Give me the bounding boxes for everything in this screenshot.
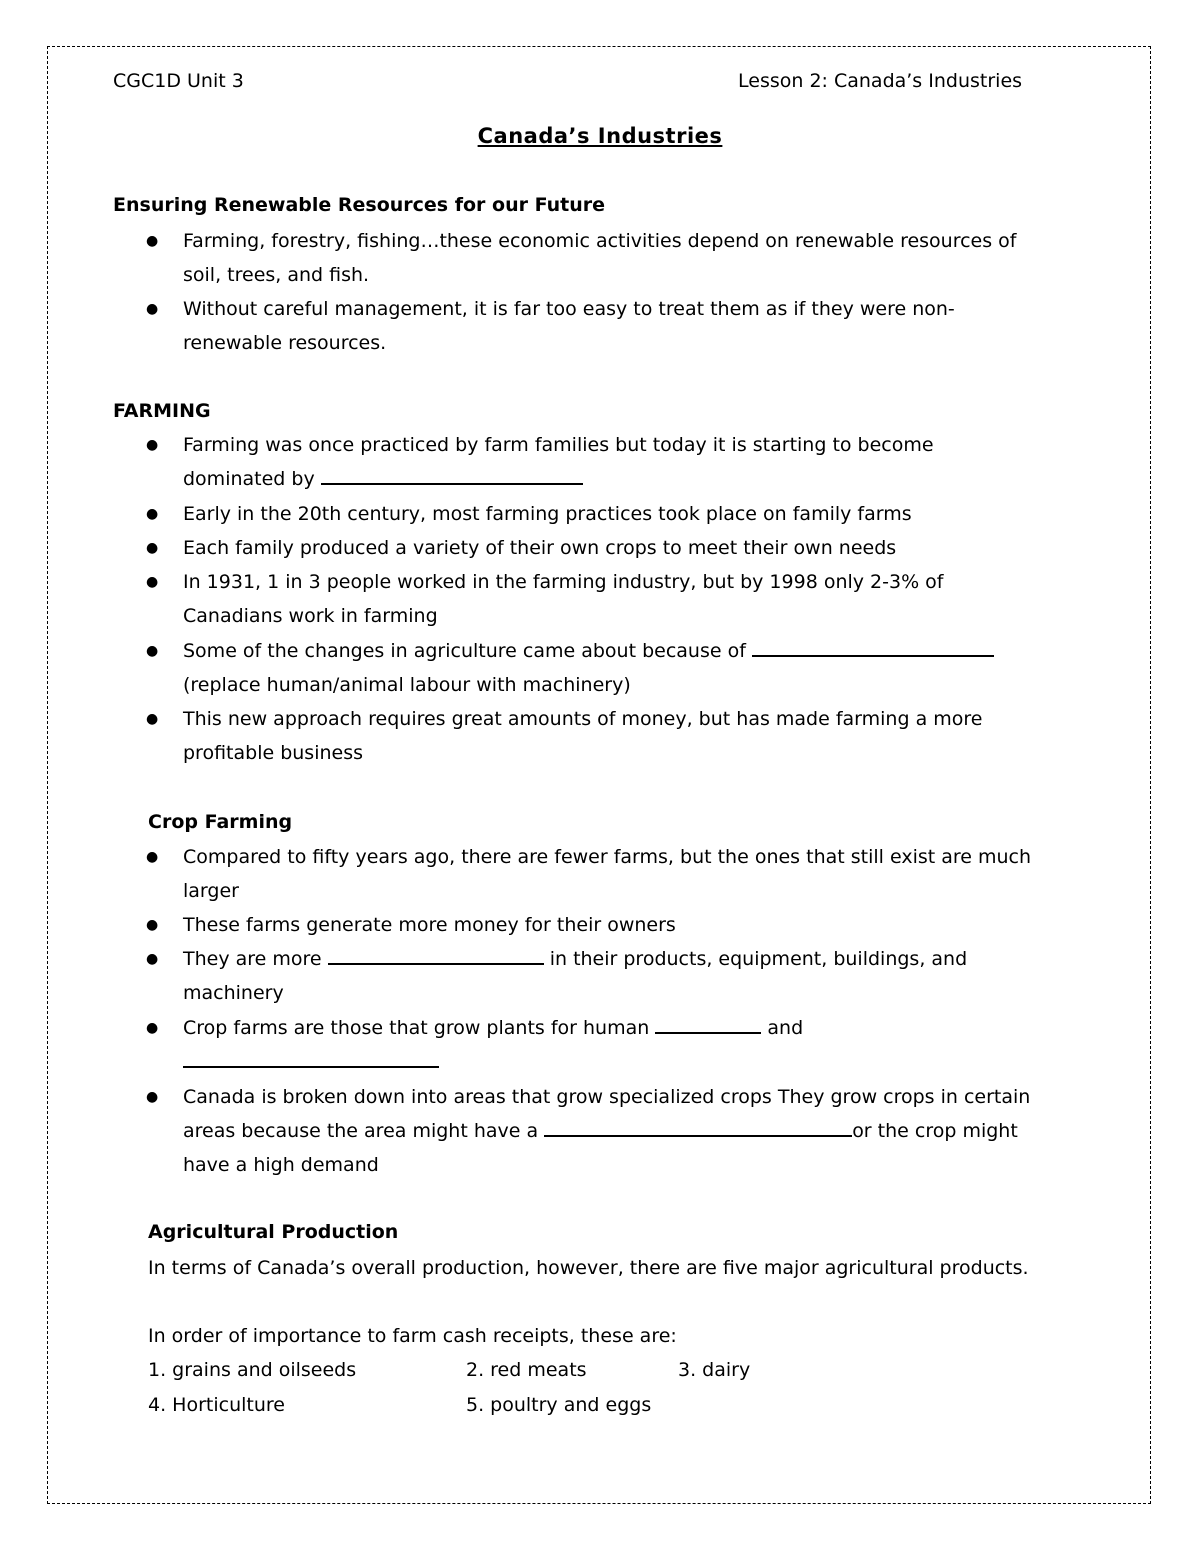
course-code: CGC1D Unit 3 bbox=[113, 70, 244, 92]
numbered-item: 2. red meats bbox=[466, 1359, 587, 1381]
bullet-text: Canadians work in farming bbox=[183, 605, 438, 627]
bullet-icon: ● bbox=[146, 849, 159, 865]
bullet-text: Farming was once practiced by farm families but today it is starting to become bbox=[183, 434, 934, 456]
list-item bbox=[146, 908, 1066, 942]
bullet-icon: ● bbox=[146, 951, 159, 967]
bullet-text: Compared to fifty years ago, there are fewer farms, but the ones that still exist are much bbox=[183, 846, 1032, 868]
bullet-text: Each family produced a variety of their own crops to meet their own needs bbox=[183, 537, 897, 559]
list-item bbox=[146, 634, 1066, 702]
list-item bbox=[146, 565, 1066, 633]
bullet-text: (replace human/animal labour with machinery) bbox=[183, 674, 631, 696]
bullet-text: Without careful management, it is far too easy to treat them as if they were non- bbox=[183, 298, 955, 320]
numbered-item: 3. dairy bbox=[678, 1359, 751, 1381]
bullet-icon: ● bbox=[146, 301, 159, 317]
bullet-text: areas because the area might have a bbox=[183, 1120, 539, 1142]
bullet-text: have a high demand bbox=[183, 1154, 379, 1176]
list-item bbox=[146, 497, 1066, 531]
numbered-item: 5. poultry and eggs bbox=[466, 1394, 652, 1416]
list-item bbox=[146, 702, 1066, 770]
bullet-text: Farming, forestry, fishing…these economic activities depend on renewable resources of bbox=[183, 230, 1017, 252]
section-heading-agricultural-production: Agricultural Production bbox=[148, 1221, 399, 1243]
bullet-icon: ● bbox=[146, 1089, 159, 1105]
list-item bbox=[146, 1080, 1066, 1182]
page-title: Canada’s Industries bbox=[477, 124, 723, 148]
bullet-icon: ● bbox=[146, 917, 159, 933]
fill-in-blank[interactable] bbox=[328, 945, 544, 965]
list-item bbox=[146, 428, 1066, 496]
bullet-icon: ● bbox=[146, 711, 159, 727]
numbered-item: 4. Horticulture bbox=[148, 1394, 285, 1416]
bullet-text: profitable business bbox=[183, 742, 364, 764]
bullet-text: This new approach requires great amounts of money, but has made farming a more bbox=[183, 708, 983, 730]
bullet-text: or the crop might bbox=[852, 1120, 1018, 1142]
fill-in-blank[interactable] bbox=[321, 465, 583, 485]
bullet-text: larger bbox=[183, 880, 239, 902]
bullet-icon: ● bbox=[146, 1020, 159, 1036]
fill-in-blank[interactable] bbox=[655, 1014, 761, 1034]
list-item bbox=[146, 224, 1066, 292]
bullet-text: dominated by bbox=[183, 468, 315, 490]
section-heading-crop-farming: Crop Farming bbox=[148, 811, 293, 833]
bullet-text: in their products, equipment, buildings, and bbox=[549, 948, 968, 970]
bullet-text: Early in the 20th century, most farming practices took place on family farms bbox=[183, 503, 912, 525]
bullet-text: Some of the changes in agriculture came about because of bbox=[183, 640, 746, 662]
bullet-text: and bbox=[767, 1017, 804, 1039]
section-heading-farming: FARMING bbox=[113, 400, 211, 422]
fill-in-blank[interactable] bbox=[544, 1117, 852, 1137]
bullet-text: Crop farms are those that grow plants for human bbox=[183, 1017, 650, 1039]
list-item bbox=[146, 292, 1066, 360]
paragraph: In order of importance to farm cash receipts, these are: bbox=[148, 1325, 677, 1347]
fill-in-blank[interactable] bbox=[183, 1048, 439, 1068]
numbered-item: 1. grains and oilseeds bbox=[148, 1359, 357, 1381]
list-item bbox=[146, 942, 1066, 1010]
list-item bbox=[146, 840, 1066, 908]
section-heading-renewable: Ensuring Renewable Resources for our Future bbox=[113, 194, 606, 216]
bullet-text: These farms generate more money for their owners bbox=[183, 914, 676, 936]
bullet-icon: ● bbox=[146, 574, 159, 590]
bullet-text: renewable resources. bbox=[183, 332, 387, 354]
bullet-text: In 1931, 1 in 3 people worked in the farming industry, but by 1998 only 2-3% of bbox=[183, 571, 944, 593]
paragraph: In terms of Canada’s overall production, however, there are five major agricultural products. bbox=[148, 1257, 1029, 1279]
bullet-icon: ● bbox=[146, 233, 159, 249]
bullet-icon: ● bbox=[146, 643, 159, 659]
bullet-icon: ● bbox=[146, 437, 159, 453]
fill-in-blank[interactable] bbox=[752, 637, 994, 657]
list-item bbox=[146, 1011, 1066, 1079]
list-item bbox=[146, 531, 1066, 565]
bullet-icon: ● bbox=[146, 506, 159, 522]
bullet-icon: ● bbox=[146, 540, 159, 556]
bullet-text: soil, trees, and fish. bbox=[183, 264, 370, 286]
lesson-title: Lesson 2: Canada’s Industries bbox=[738, 70, 1023, 92]
bullet-text: machinery bbox=[183, 982, 284, 1004]
bullet-text: They are more bbox=[183, 948, 322, 970]
bullet-text: Canada is broken down into areas that grow specialized crops They grow crops in certain bbox=[183, 1086, 1031, 1108]
